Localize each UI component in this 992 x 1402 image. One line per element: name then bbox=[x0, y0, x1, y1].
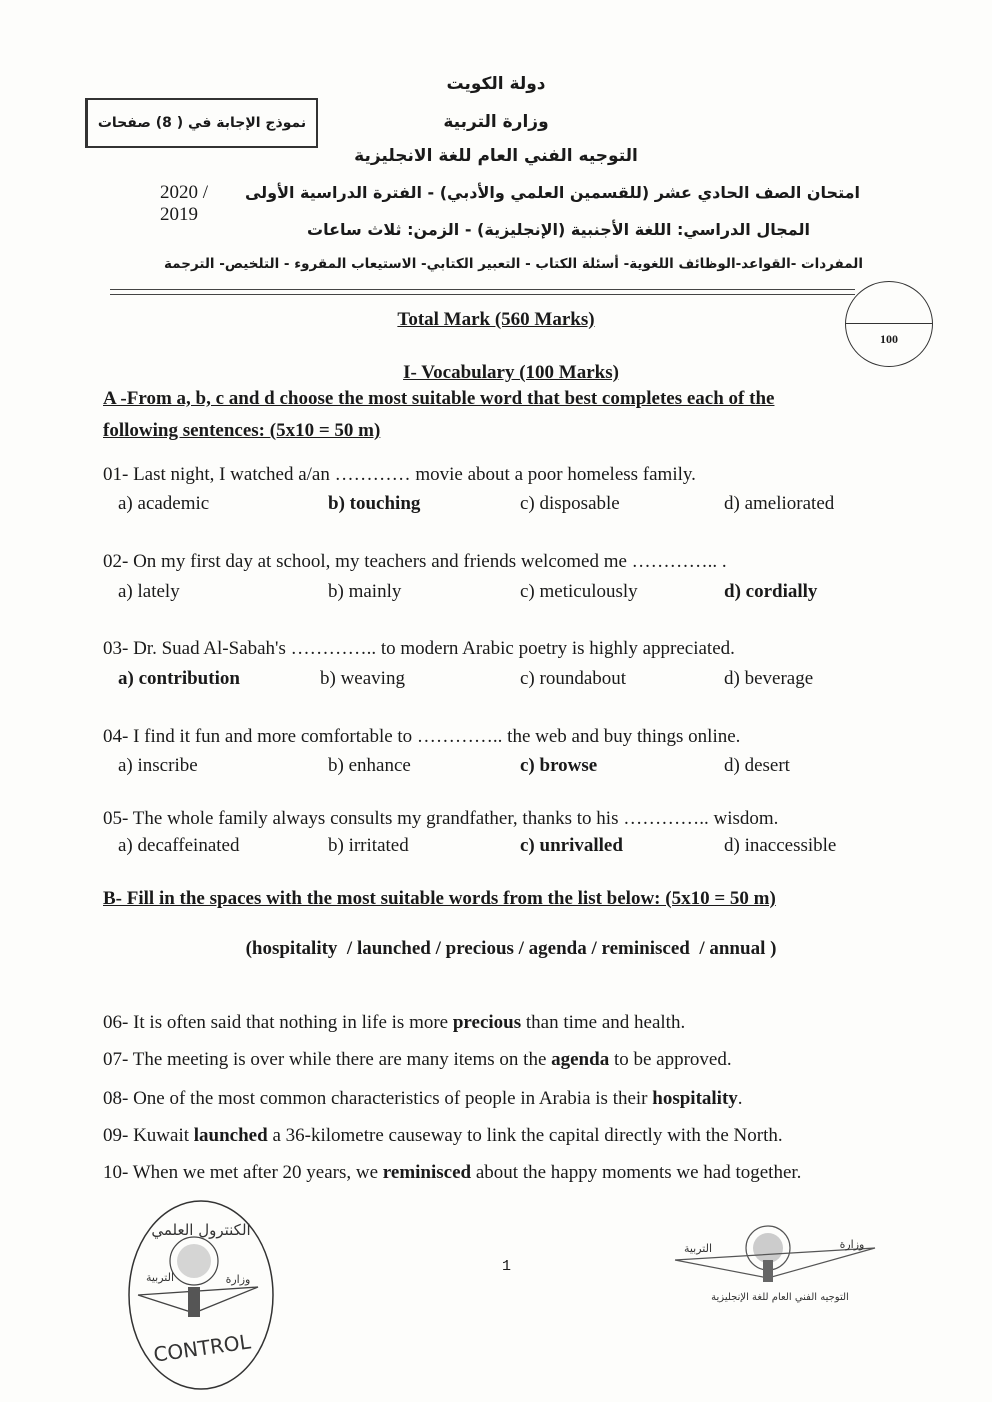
fill-answer: precious bbox=[452, 1012, 522, 1033]
answer-pages-label: نموذج الإجابة في ( 8) صفحات bbox=[97, 115, 307, 131]
question-option: a) lately bbox=[118, 581, 180, 602]
question-option: a) academic bbox=[118, 493, 210, 514]
question-option: a) inscribe bbox=[118, 755, 198, 776]
question-option: c) meticulously bbox=[520, 581, 638, 602]
question-text: 05- The whole family always consults my grandfather, thanks to his ………….. wisdom. bbox=[103, 808, 779, 829]
control-stamp bbox=[118, 1195, 288, 1395]
ministry-logo bbox=[640, 1220, 920, 1320]
sections-line: المفردات -القواعد-الوظائف اللغوية- أسئلة الكتاب - التعبير الكتابي- الاستيعاب المقروء - التلخيص- الترجمة bbox=[163, 256, 863, 272]
sentence-part: . bbox=[737, 1088, 743, 1109]
logo-right-text: وزارة bbox=[839, 1238, 865, 1251]
question-option: d) desert bbox=[724, 755, 790, 776]
question-option: d) cordially bbox=[724, 581, 818, 602]
question-text: 01- Last night, I watched a/an ………… movie about a poor homeless family. bbox=[103, 464, 696, 485]
word-list: (hospitality / launched / precious / agenda / reminisced / annual ) bbox=[245, 938, 777, 959]
question-text: 02- On my first day at school, my teachers and friends welcomed me ………….. . bbox=[103, 551, 727, 572]
question-option: b) weaving bbox=[320, 668, 405, 689]
score-value: 100 bbox=[880, 332, 898, 346]
total-mark: Total Mark (560 Marks) bbox=[397, 309, 595, 330]
fill-sentence bbox=[103, 1012, 685, 1034]
question-text: 04- I find it fun and more comfortable to ………….. the web and buy things online. bbox=[103, 726, 741, 747]
question-option: b) irritated bbox=[328, 835, 409, 856]
fill-sentence bbox=[103, 1049, 732, 1071]
stamp-right-text: وزارة bbox=[225, 1273, 251, 1286]
logo-caption: التوجيه الفني العام للغة الإنجليزية bbox=[711, 1292, 849, 1303]
question-option: b) mainly bbox=[328, 581, 402, 602]
question-option: b) enhance bbox=[328, 755, 411, 776]
question-option: b) touching bbox=[328, 493, 421, 514]
question-option: d) ameliorated bbox=[724, 493, 835, 514]
question-option: a) contribution bbox=[118, 668, 240, 689]
divider bbox=[110, 289, 855, 295]
header-state: دولة الكويت bbox=[446, 74, 546, 94]
sentence-part: to be approved. bbox=[609, 1049, 732, 1070]
sentence-part: 09- Kuwait bbox=[103, 1125, 194, 1146]
sentence-part: 06- It is often said that nothing in life is more bbox=[103, 1012, 453, 1033]
part-a-heading-2: following sentences: (5x10 = 50 m) bbox=[103, 420, 381, 441]
sentence-part: 10- When we met after 20 years, we bbox=[103, 1162, 383, 1183]
stamp-left-text: التربية bbox=[145, 1271, 175, 1284]
fill-sentence bbox=[103, 1088, 743, 1110]
question-text: 03- Dr. Suad Al-Sabah's ………….. to modern Arabic poetry is highly appreciated. bbox=[103, 638, 735, 659]
subject-line: المجال الدراسي: اللغة الأجنبية (الإنجليزية) - الزمن: ثلاث ساعات bbox=[306, 220, 810, 239]
fill-answer: hospitality bbox=[652, 1088, 738, 1109]
header-department: التوجيه الفني العام للغة الانجليزية bbox=[354, 146, 638, 166]
fill-answer: agenda bbox=[551, 1049, 610, 1070]
logo-left-text: التربية bbox=[683, 1242, 713, 1255]
sentence-part: about the happy moments we had together. bbox=[471, 1162, 802, 1183]
page-number: 1 bbox=[502, 1258, 512, 1275]
stamp-control-arabic: الكنترول العلمي bbox=[151, 1221, 251, 1239]
fill-sentence bbox=[103, 1162, 801, 1184]
question-option: c) disposable bbox=[520, 493, 620, 514]
question-option: c) roundabout bbox=[520, 668, 627, 689]
exam-year: 2020 / 2019 bbox=[160, 182, 209, 225]
stamp-control-text: CONTROL bbox=[151, 1329, 253, 1367]
answer-pages-box bbox=[85, 98, 318, 148]
question-option: d) inaccessible bbox=[724, 835, 837, 856]
fill-sentence bbox=[103, 1125, 783, 1147]
question-option: c) browse bbox=[520, 755, 598, 776]
section-title: I- Vocabulary (100 Marks) bbox=[403, 362, 619, 383]
header-ministry: وزارة التربية bbox=[443, 112, 549, 132]
question-option: a) decaffeinated bbox=[118, 835, 240, 856]
sentence-part: a 36-kilometre causeway to link the capital directly with the North. bbox=[267, 1125, 783, 1146]
part-b-heading: B- Fill in the spaces with the most suitable words from the list below: (5x10 = 50 m) bbox=[103, 888, 776, 909]
question-option: c) unrivalled bbox=[520, 835, 623, 856]
sentence-part: 07- The meeting is over while there are many items on the bbox=[103, 1049, 552, 1070]
fill-answer: launched bbox=[193, 1125, 268, 1146]
fill-answer: reminisced bbox=[382, 1162, 472, 1183]
question-option: d) beverage bbox=[724, 668, 814, 689]
part-a-heading: A -From a, b, c and d choose the most suitable word that best completes each of the bbox=[103, 388, 775, 409]
sentence-part: than time and health. bbox=[521, 1012, 686, 1033]
exam-title: امتحان الصف الحادي عشر (للقسمين العلمي والأدبي) - الفترة الدراسية الأولى bbox=[244, 183, 860, 202]
sentence-part: 08- One of the most common characteristics of people in Arabia is their bbox=[103, 1088, 653, 1109]
